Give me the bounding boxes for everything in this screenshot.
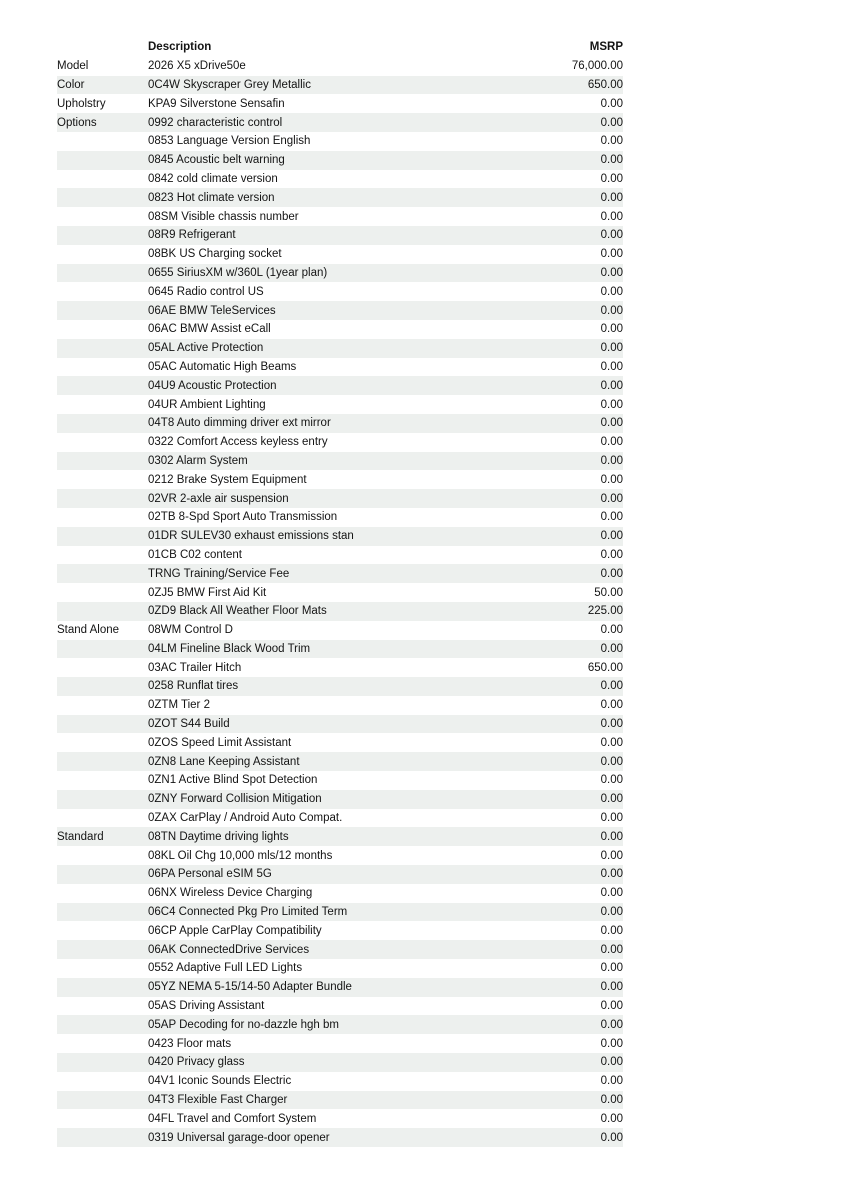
description-cell: 0423 Floor mats [148, 1037, 232, 1050]
description-cell: 05AS Driving Assistant [148, 1000, 265, 1013]
description-cell: 05AP Decoding for no-dazzle hgh bm [148, 1018, 339, 1031]
category-cell: Stand Alone [57, 624, 120, 637]
msrp-cell: 0.00 [600, 642, 623, 655]
msrp-cell: 225.00 [587, 605, 623, 618]
category-cell [57, 752, 148, 771]
table-row [57, 376, 623, 395]
header-msrp: MSRP [480, 38, 623, 57]
description-cell: 05AL Active Protection [148, 342, 264, 355]
description-cell: 0ZJ5 BMW First Aid Kit [148, 586, 267, 599]
table-row [57, 452, 623, 471]
msrp-cell: 0.00 [600, 1075, 623, 1088]
pricing-table [57, 38, 623, 1147]
table-row [57, 771, 623, 790]
table-row [57, 940, 623, 959]
category-cell [57, 1091, 148, 1110]
msrp-cell: 0.00 [600, 981, 623, 994]
table-header [57, 38, 623, 57]
description-cell: 04FL Travel and Comfort System [148, 1112, 317, 1125]
description-cell: 08TN Daytime driving lights [148, 830, 289, 843]
table-row [57, 245, 623, 264]
description-cell: 0ZNY Forward Collision Mitigation [148, 793, 322, 806]
category-cell [57, 188, 148, 207]
category-cell [57, 1034, 148, 1053]
description-cell: 06AK ConnectedDrive Services [148, 943, 310, 956]
table-body [57, 57, 623, 1147]
msrp-cell: 650.00 [587, 78, 623, 91]
table-row [57, 113, 623, 132]
category-cell [57, 433, 148, 452]
msrp-cell: 0.00 [600, 849, 623, 862]
category-cell [57, 358, 148, 377]
msrp-cell: 0.00 [600, 962, 623, 975]
category-cell [57, 959, 148, 978]
table-row [57, 621, 623, 640]
category-cell: Standard [57, 830, 104, 843]
description-cell: 06NX Wireless Device Charging [148, 887, 313, 900]
msrp-cell: 76,000.00 [571, 60, 623, 73]
description-cell: 06AE BMW TeleServices [148, 304, 276, 317]
table-row [57, 997, 623, 1016]
description-cell: 04UR Ambient Lighting [148, 398, 266, 411]
msrp-cell: 0.00 [600, 511, 623, 524]
category-cell: Upholstry [57, 97, 106, 110]
msrp-cell: 0.00 [600, 830, 623, 843]
description-cell: 2026 X5 xDrive50e [148, 60, 246, 73]
table-row [57, 903, 623, 922]
msrp-cell: 0.00 [600, 943, 623, 956]
description-cell: 0C4W Skyscraper Grey Metallic [148, 78, 311, 91]
table-row [57, 1053, 623, 1072]
table-row [57, 978, 623, 997]
category-cell [57, 903, 148, 922]
description-cell: 0258 Runflat tires [148, 680, 239, 693]
table-row [57, 57, 623, 76]
table-row [57, 865, 623, 884]
table-row [57, 658, 623, 677]
table-row [57, 1015, 623, 1034]
msrp-cell: 0.00 [600, 135, 623, 148]
table-row [57, 207, 623, 226]
description-cell: 03AC Trailer Hitch [148, 661, 242, 674]
description-cell: 0ZN8 Lane Keeping Assistant [148, 755, 300, 768]
description-cell: 0645 Radio control US [148, 285, 264, 298]
table-row [57, 733, 623, 752]
category-cell [57, 207, 148, 226]
msrp-cell: 0.00 [600, 1094, 623, 1107]
msrp-cell: 0.00 [600, 191, 623, 204]
description-cell: 04T3 Flexible Fast Charger [148, 1094, 288, 1107]
table-row [57, 1034, 623, 1053]
description-cell: 0ZTM Tier 2 [148, 699, 210, 712]
category-cell [57, 677, 148, 696]
msrp-cell: 0.00 [600, 793, 623, 806]
category-cell [57, 376, 148, 395]
msrp-cell: 0.00 [600, 379, 623, 392]
description-cell: 0ZOT S44 Build [148, 718, 230, 731]
description-cell: 08SM Visible chassis number [148, 210, 299, 223]
description-cell: 0ZAX CarPlay / Android Auto Compat. [148, 812, 343, 825]
category-cell [57, 1053, 148, 1072]
description-cell: 06PA Personal eSIM 5G [148, 868, 272, 881]
table-row [57, 546, 623, 565]
table-row [57, 508, 623, 527]
msrp-cell: 0.00 [600, 1000, 623, 1013]
table-row [57, 226, 623, 245]
msrp-cell: 0.00 [600, 285, 623, 298]
msrp-cell: 0.00 [600, 924, 623, 937]
table-row [57, 677, 623, 696]
description-cell: 0ZD9 Black All Weather Floor Mats [148, 605, 327, 618]
table-row [57, 1072, 623, 1091]
category-cell [57, 320, 148, 339]
category-cell [57, 226, 148, 245]
msrp-cell: 0.00 [600, 1112, 623, 1125]
table-row [57, 884, 623, 903]
table-row [57, 132, 623, 151]
category-cell [57, 640, 148, 659]
category-cell [57, 414, 148, 433]
category-cell [57, 452, 148, 471]
category-cell: Options [57, 116, 97, 129]
msrp-cell: 0.00 [600, 266, 623, 279]
table-row [57, 809, 623, 828]
category-cell [57, 245, 148, 264]
msrp-cell: 0.00 [600, 342, 623, 355]
category-cell [57, 978, 148, 997]
description-cell: 0823 Hot climate version [148, 191, 275, 204]
msrp-cell: 0.00 [600, 1037, 623, 1050]
msrp-cell: 0.00 [600, 1018, 623, 1031]
msrp-cell: 0.00 [600, 774, 623, 787]
msrp-cell: 50.00 [594, 586, 623, 599]
description-cell: 0ZN1 Active Blind Spot Detection [148, 774, 318, 787]
description-cell: 04LM Fineline Black Wood Trim [148, 642, 311, 655]
description-cell: KPA9 Silverstone Sensafin [148, 97, 285, 110]
msrp-cell: 0.00 [600, 530, 623, 543]
description-cell: 0992 characteristic control [148, 116, 283, 129]
table-row [57, 640, 623, 659]
msrp-cell: 0.00 [600, 1131, 623, 1144]
category-cell [57, 921, 148, 940]
category-cell [57, 489, 148, 508]
msrp-cell: 0.00 [600, 454, 623, 467]
category-cell [57, 470, 148, 489]
category-cell: Color [57, 78, 85, 91]
table-row [57, 282, 623, 301]
table-row [57, 94, 623, 113]
category-cell [57, 696, 148, 715]
description-cell: 05AC Automatic High Beams [148, 360, 297, 373]
table-row [57, 76, 623, 95]
msrp-cell: 0.00 [600, 417, 623, 430]
msrp-cell: 0.00 [600, 736, 623, 749]
category-cell [57, 282, 148, 301]
table-row [57, 827, 623, 846]
description-cell: 0319 Universal garage-door opener [148, 1131, 330, 1144]
category-cell [57, 339, 148, 358]
table-row [57, 188, 623, 207]
msrp-cell: 0.00 [600, 304, 623, 317]
header-description: Description [148, 38, 480, 57]
description-cell: 04U9 Acoustic Protection [148, 379, 277, 392]
category-cell [57, 715, 148, 734]
description-cell: 0302 Alarm System [148, 454, 248, 467]
table-row [57, 602, 623, 621]
msrp-cell: 0.00 [600, 172, 623, 185]
description-cell: 0845 Acoustic belt warning [148, 154, 285, 167]
header-row [57, 38, 623, 57]
description-cell: 06AC BMW Assist eCall [148, 323, 271, 336]
msrp-cell: 0.00 [600, 229, 623, 242]
description-cell: 08R9 Refrigerant [148, 229, 236, 242]
description-cell: 0853 Language Version English [148, 135, 311, 148]
table-row [57, 264, 623, 283]
category-cell [57, 527, 148, 546]
table-row [57, 527, 623, 546]
category-cell [57, 790, 148, 809]
msrp-cell: 0.00 [600, 116, 623, 129]
table-row [57, 489, 623, 508]
description-cell: 06CP Apple CarPlay Compatibility [148, 924, 322, 937]
table-row [57, 433, 623, 452]
description-cell: 0552 Adaptive Full LED Lights [148, 962, 303, 975]
category-cell [57, 170, 148, 189]
msrp-cell: 0.00 [600, 210, 623, 223]
msrp-cell: 0.00 [600, 548, 623, 561]
category-cell [57, 846, 148, 865]
msrp-cell: 0.00 [600, 360, 623, 373]
table-row [57, 846, 623, 865]
category-cell [57, 264, 148, 283]
msrp-cell: 0.00 [600, 473, 623, 486]
description-cell: 0322 Comfort Access keyless entry [148, 436, 328, 449]
table-row [57, 790, 623, 809]
table-row [57, 696, 623, 715]
category-cell [57, 1072, 148, 1091]
category-cell [57, 940, 148, 959]
msrp-cell: 0.00 [600, 755, 623, 768]
category-cell [57, 395, 148, 414]
description-cell: 04V1 Iconic Sounds Electric [148, 1075, 292, 1088]
table-row [57, 752, 623, 771]
description-cell: 08WM Control D [148, 624, 233, 637]
table-row [57, 395, 623, 414]
table-row [57, 564, 623, 583]
table-row [57, 1109, 623, 1128]
description-cell: 08KL Oil Chg 10,000 mls/12 months [148, 849, 333, 862]
category-cell: Model [57, 60, 89, 73]
description-cell: 0842 cold climate version [148, 172, 278, 185]
category-cell [57, 583, 148, 602]
table-row [57, 959, 623, 978]
description-cell: 02VR 2-axle air suspension [148, 492, 289, 505]
msrp-cell: 0.00 [600, 323, 623, 336]
category-cell [57, 771, 148, 790]
category-cell [57, 997, 148, 1016]
msrp-cell: 0.00 [600, 1056, 623, 1069]
category-cell [57, 508, 148, 527]
description-cell: 04T8 Auto dimming driver ext mirror [148, 417, 331, 430]
msrp-cell: 0.00 [600, 248, 623, 261]
category-cell [57, 1015, 148, 1034]
description-cell: 0212 Brake System Equipment [148, 473, 307, 486]
msrp-cell: 0.00 [600, 718, 623, 731]
category-cell [57, 301, 148, 320]
description-cell: 0ZOS Speed Limit Assistant [148, 736, 292, 749]
msrp-cell: 0.00 [600, 887, 623, 900]
table-row [57, 715, 623, 734]
msrp-cell: 0.00 [600, 680, 623, 693]
msrp-cell: 0.00 [600, 699, 623, 712]
description-cell: 05YZ NEMA 5-15/14-50 Adapter Bundle [148, 981, 352, 994]
description-cell: 06C4 Connected Pkg Pro Limited Term [148, 906, 348, 919]
table-row [57, 470, 623, 489]
description-cell: 08BK US Charging socket [148, 248, 282, 261]
table-row [57, 583, 623, 602]
category-cell [57, 733, 148, 752]
table-row [57, 358, 623, 377]
msrp-cell: 0.00 [600, 624, 623, 637]
msrp-cell: 0.00 [600, 436, 623, 449]
msrp-cell: 0.00 [600, 906, 623, 919]
msrp-cell: 0.00 [600, 154, 623, 167]
msrp-cell: 0.00 [600, 97, 623, 110]
msrp-cell: 0.00 [600, 868, 623, 881]
description-cell: 0655 SiriusXM w/360L (1year plan) [148, 266, 328, 279]
msrp-cell: 0.00 [600, 812, 623, 825]
msrp-cell: 650.00 [587, 661, 623, 674]
table-row [57, 320, 623, 339]
description-cell: 01CB C02 content [148, 548, 242, 561]
table-row [57, 339, 623, 358]
table-row [57, 921, 623, 940]
category-cell [57, 132, 148, 151]
description-cell: 01DR SULEV30 exhaust emissions stan [148, 530, 354, 543]
category-cell [57, 602, 148, 621]
description-cell: 02TB 8-Spd Sport Auto Transmission [148, 511, 338, 524]
header-category [57, 38, 148, 57]
table-row [57, 414, 623, 433]
category-cell [57, 809, 148, 828]
msrp-cell: 0.00 [600, 398, 623, 411]
table-row [57, 170, 623, 189]
category-cell [57, 564, 148, 583]
table-row [57, 301, 623, 320]
category-cell [57, 1109, 148, 1128]
category-cell [57, 151, 148, 170]
category-cell [57, 865, 148, 884]
category-cell [57, 658, 148, 677]
description-cell: 0420 Privacy glass [148, 1056, 245, 1069]
table-row [57, 151, 623, 170]
table-row [57, 1091, 623, 1110]
category-cell [57, 884, 148, 903]
msrp-cell: 0.00 [600, 567, 623, 580]
category-cell [57, 1128, 148, 1147]
msrp-cell: 0.00 [600, 492, 623, 505]
description-cell: TRNG Training/Service Fee [148, 567, 290, 580]
category-cell [57, 546, 148, 565]
table-row [57, 1128, 623, 1147]
